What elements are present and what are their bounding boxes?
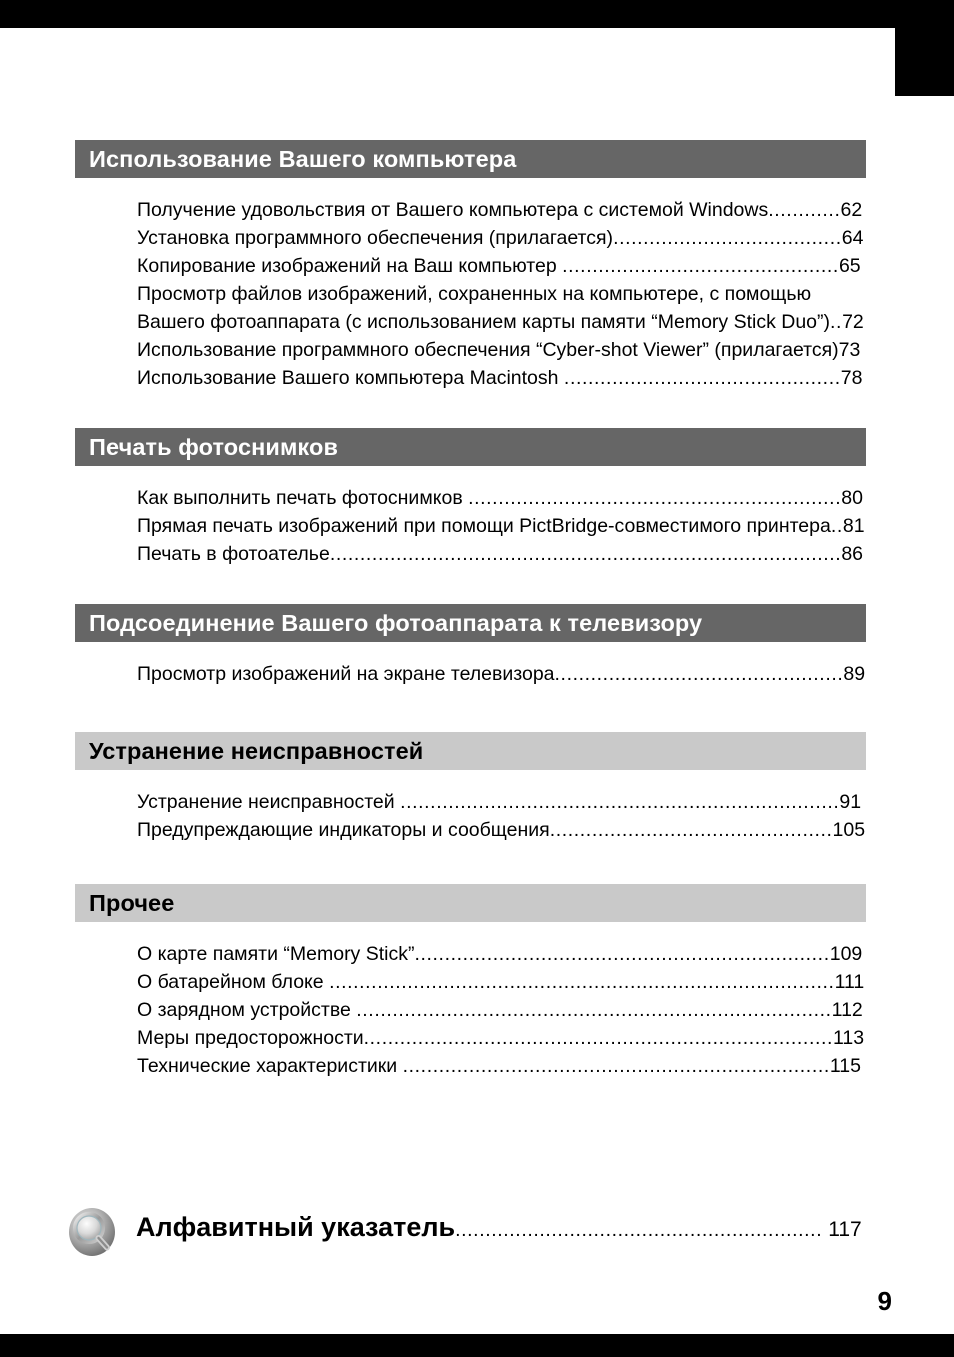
- section-spacer: [75, 688, 866, 732]
- section-entry-list: [75, 196, 866, 392]
- section-spacer: [75, 392, 866, 428]
- toc-dot-leader: ....................................................................................: [329, 971, 835, 993]
- toc-entry-title: Технические характеристики: [137, 1055, 403, 1077]
- toc-entry-page: 86: [841, 543, 864, 565]
- toc-entry-page: 91: [839, 791, 862, 813]
- toc-dot-leader: ..: [830, 311, 843, 333]
- toc-dot-leader: ............: [768, 199, 841, 221]
- toc-dot-leader: .....................................................................................: [329, 543, 842, 565]
- toc-entry-page: 105: [832, 819, 866, 841]
- section-entry-list: [75, 660, 866, 688]
- toc-entry-title: Меры предосторожности: [137, 1027, 364, 1049]
- toc-entry[interactable]: [75, 280, 866, 336]
- toc-entry-page: 115: [829, 1055, 861, 1077]
- toc-dot-leader: .........................................................................: [400, 791, 840, 813]
- index-entry-row[interactable]: [68, 1204, 866, 1264]
- toc-entry[interactable]: [75, 816, 866, 844]
- toc-entry-title: Использование программного обеспечения “Cyber-shot Viewer” (прилагается): [137, 339, 839, 361]
- toc-entry[interactable]: [75, 968, 866, 996]
- section-entry-list: [75, 940, 866, 1080]
- toc-dot-leader: ..: [830, 515, 843, 537]
- toc-entry[interactable]: [75, 1024, 866, 1052]
- toc-dot-leader: ................................................: [554, 663, 844, 685]
- toc-entry-page: 64: [841, 227, 864, 249]
- page-bottom-black-bar: [0, 1334, 954, 1357]
- toc-entry[interactable]: [75, 540, 866, 568]
- header-spacer: [75, 770, 866, 788]
- toc-entry-title: Просмотр изображений на экране телевизора: [137, 663, 555, 685]
- section-header: Использование Вашего компьютера: [75, 140, 866, 178]
- toc-entry[interactable]: [75, 224, 866, 252]
- toc-entry-title: Предупреждающие индикаторы и сообщения: [137, 819, 550, 841]
- page-top-black-bar: [0, 0, 954, 28]
- section-header: Прочее: [75, 884, 866, 922]
- page-side-black-tab: [895, 0, 954, 96]
- toc-dot-leader: ...............................................................................: [356, 999, 832, 1021]
- toc-dot-leader: ..............................................: [563, 367, 841, 389]
- toc-entry-page: 72: [842, 311, 864, 333]
- toc-entry-title: Просмотр файлов изображений, сохраненных на компьютере, с помощью Вашего фотоаппарата (с использованием карты памяти “Memory Stick Duo”): [137, 283, 831, 333]
- section-header: Подсоединение Вашего фотоаппарата к телевизору: [75, 604, 866, 642]
- toc-entry[interactable]: [75, 512, 866, 540]
- index-entry-label: Алфавитный указатель: [136, 1212, 456, 1242]
- toc-entry-title: О карте памяти “Memory Stick”: [137, 943, 415, 965]
- section-header: Устранение неисправностей: [75, 732, 866, 770]
- toc-dot-leader: ...............................................: [549, 819, 833, 841]
- toc-entry-title: Использование Вашего компьютера Macintosh: [137, 367, 564, 389]
- toc-entry[interactable]: [75, 660, 866, 688]
- toc-entry-title: Копирование изображений на Ваш компьютер: [137, 255, 563, 277]
- toc-entry-title: Получение удовольствия от Вашего компьютера с системой Windows: [137, 199, 769, 221]
- toc-dot-leader: ..............................................................................: [363, 1027, 834, 1049]
- section-entry-list: [75, 788, 866, 844]
- toc-entry[interactable]: [75, 996, 866, 1024]
- toc-entry[interactable]: [75, 336, 866, 364]
- toc-entry-title: Печать в фотоателье: [137, 543, 330, 565]
- index-entry-page: 117: [828, 1218, 862, 1241]
- table-of-contents: [75, 140, 866, 1080]
- toc-dot-leader: .....................................................................: [414, 943, 830, 965]
- toc-section: [75, 732, 866, 844]
- toc-entry-page: 113: [833, 1027, 865, 1049]
- toc-entry-title: О зарядном устройстве: [137, 999, 357, 1021]
- section-spacer: [75, 568, 866, 604]
- toc-entry-page: 73: [838, 339, 861, 361]
- toc-entry-title: Как выполнить печать фотоснимков: [137, 487, 469, 509]
- index-dot-leader: .............................................................: [455, 1219, 829, 1241]
- toc-dot-leader: ..............................................: [562, 255, 839, 277]
- section-entry-list: [75, 484, 866, 568]
- toc-entry-page: 111: [834, 971, 865, 993]
- toc-entry-title: Устранение неисправностей: [137, 791, 401, 813]
- toc-dot-leader: ..............................................................: [468, 487, 842, 509]
- magnifier-icon: [68, 1207, 116, 1257]
- toc-entry-title: Установка программного обеспечения (прилагается): [137, 227, 614, 249]
- toc-entry[interactable]: [75, 196, 866, 224]
- section-spacer: [75, 844, 866, 884]
- toc-entry[interactable]: [75, 484, 866, 512]
- toc-entry-page: 78: [840, 367, 863, 389]
- toc-entry-page: 89: [843, 663, 866, 685]
- header-spacer: [75, 922, 866, 940]
- header-spacer: [75, 178, 866, 196]
- header-spacer: [75, 642, 866, 660]
- toc-entry-page: 62: [840, 199, 863, 221]
- toc-entry[interactable]: [75, 788, 866, 816]
- toc-entry-title: Прямая печать изображений при помощи PictBridge-совместимого принтера: [137, 515, 831, 537]
- toc-entry[interactable]: [75, 364, 866, 392]
- toc-entry-title: О батарейном блоке: [137, 971, 330, 993]
- toc-entry[interactable]: [75, 1052, 866, 1080]
- toc-entry[interactable]: [75, 252, 866, 280]
- toc-section: [75, 884, 866, 1080]
- toc-entry-page: 81: [842, 515, 865, 537]
- toc-entry-page: 112: [831, 999, 863, 1021]
- page-number: 9: [877, 1286, 892, 1316]
- toc-section: [75, 428, 866, 568]
- toc-section: [75, 604, 866, 688]
- index-entry-text: [136, 1204, 866, 1253]
- toc-entry-page: 109: [829, 943, 863, 965]
- toc-section: [75, 140, 866, 392]
- toc-entry-page: 65: [838, 255, 861, 277]
- toc-dot-leader: .......................................................................: [402, 1055, 830, 1077]
- toc-dot-leader: ......................................: [613, 227, 842, 249]
- header-spacer: [75, 466, 866, 484]
- toc-entry[interactable]: [75, 940, 866, 968]
- section-header: Печать фотоснимков: [75, 428, 866, 466]
- toc-entry-page: 80: [841, 487, 863, 509]
